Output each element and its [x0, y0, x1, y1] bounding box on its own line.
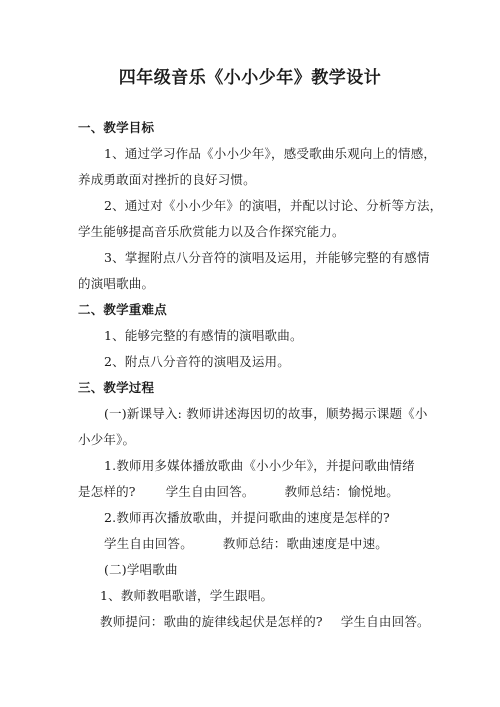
paragraph-line: 1、教师教唱歌谱，学生跟唱。	[100, 588, 274, 603]
section-heading-goals: 一、教学目标	[78, 120, 155, 135]
paragraph-line: 1、通过学习作品《小小少年》，感受歌曲乐观向上的情感，	[104, 146, 437, 161]
paragraph-line: (一)新课导入: 教师讲述海因切的故事，顺势揭示课题《小	[104, 406, 428, 421]
paragraph-line	[100, 614, 430, 630]
text-segment: 学生自由回答。	[104, 536, 193, 551]
paragraph-line: 的演唱歌曲。	[78, 276, 155, 291]
paragraph-line: 3、掌握附点八分音符的演唱及运用，并能够完整的有感情	[104, 250, 430, 265]
paragraph-line: 小少年》。	[78, 432, 136, 447]
text-segment: 学生自由回答。	[165, 484, 255, 499]
document-title: 四年级音乐《小小少年》教学设计	[118, 68, 382, 88]
paragraph-line: 1.教师用多媒体播放歌曲《小小少年》，并提问歌曲情绪	[104, 458, 415, 473]
subsection-heading: (二)学唱歌曲	[104, 562, 178, 577]
paragraph-line: 学生能够提高音乐欣赏能力以及合作探究能力。	[78, 224, 345, 239]
text-segment: 是怎样的?	[78, 484, 136, 499]
paragraph-line: 2、通过对《小小少年》的演唱，并配以讨论、分析等方法，	[104, 198, 443, 213]
paragraph-line: 养成勇敢面对挫折的良好习惯。	[78, 172, 256, 187]
text-segment: 教师提问：歌曲的旋律线起伏是怎样的?	[100, 614, 323, 629]
paragraph-line: 1、能够完整的有感情的演唱歌曲。	[104, 328, 303, 343]
paragraph-line: 2.教师再次播放歌曲，并提问歌曲的速度是怎样的?	[104, 510, 390, 525]
text-segment: 教师总结：愉悦地。	[284, 484, 399, 499]
text-segment: 学生自由回答。	[340, 614, 430, 629]
paragraph-line	[78, 484, 399, 500]
paragraph-line	[104, 536, 388, 552]
section-heading-process: 三、教学过程	[78, 380, 155, 395]
section-heading-key-points: 二、教学重难点	[78, 302, 167, 317]
paragraph-line: 2、附点八分音符的演唱及运用。	[104, 354, 290, 369]
text-segment: 教师总结：歌曲速度是中速。	[222, 536, 389, 551]
